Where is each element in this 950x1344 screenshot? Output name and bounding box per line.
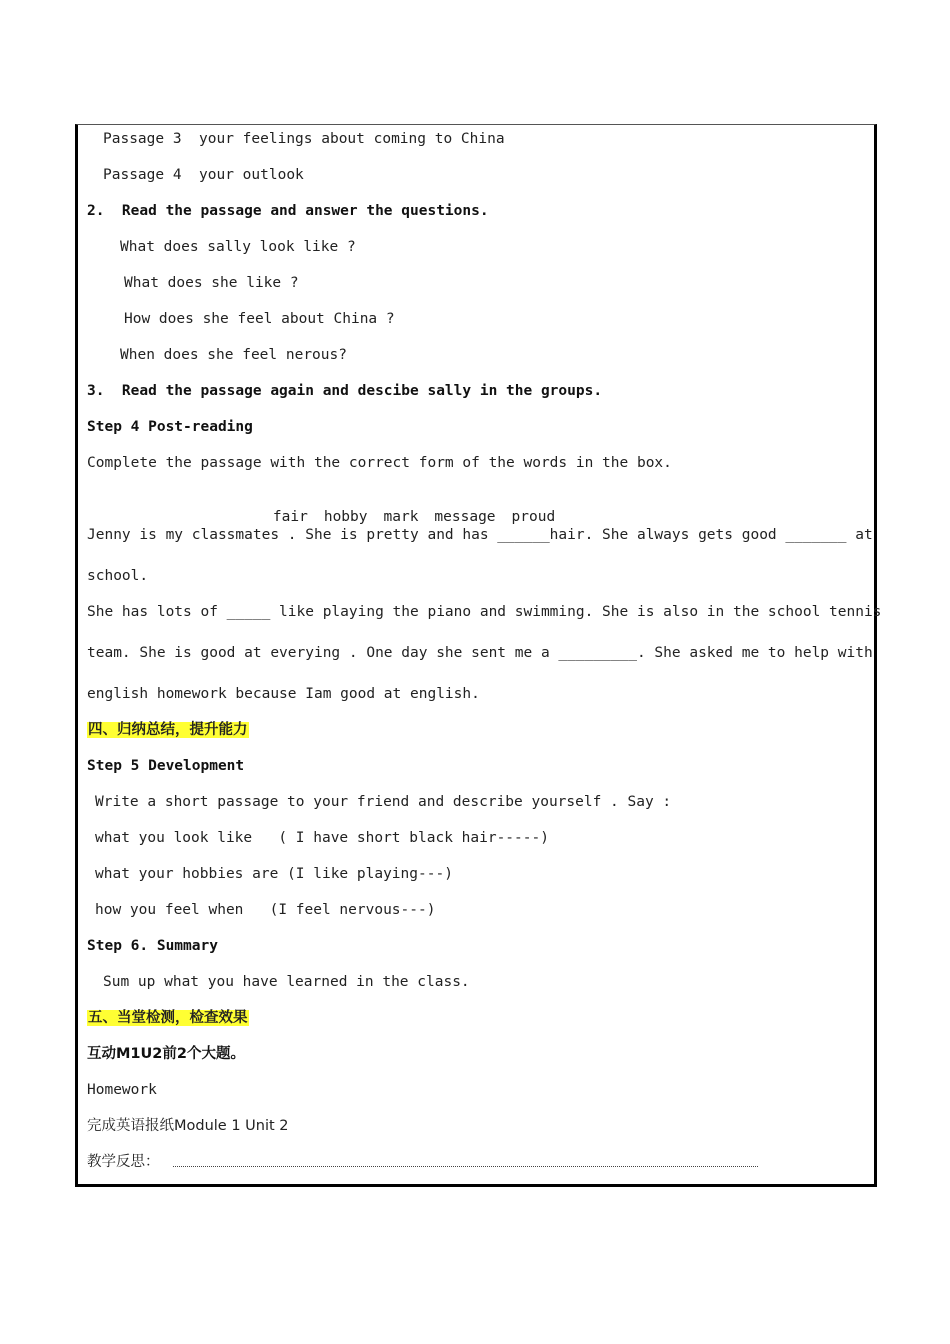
question-2: What does she like ? bbox=[124, 275, 299, 291]
lesson-table-cell bbox=[75, 124, 882, 1187]
passage-text-line: team. She is good at everying . One day she sent me a _________. She asked me to help with bbox=[87, 645, 873, 661]
section-4-label: 四、归纳总结，提升能力 bbox=[88, 722, 248, 738]
homework-task: 完成英语报纸Module 1 Unit 2 bbox=[87, 1118, 289, 1134]
question-1: What does sally look like ? bbox=[120, 239, 356, 255]
complete-instruction: Complete the passage with the correct form of the words in the box. bbox=[87, 455, 672, 471]
passage-text-line: Jenny is my classmates . She is pretty and has ______hair. She always gets good _______ at bbox=[87, 527, 873, 543]
passage-3-line: Passage 3 your feelings about coming to China bbox=[103, 131, 505, 147]
summary-text: Sum up what you have learned in the class. bbox=[103, 974, 470, 990]
passage-text-line: school. bbox=[87, 568, 149, 584]
prompt-hobbies: what your hobbies are (I like playing---) bbox=[95, 866, 453, 882]
section-4-heading bbox=[87, 721, 249, 739]
reflection-label: 教学反思： bbox=[87, 1154, 160, 1170]
passage-text-line: She has lots of _____ like playing the piano and swimming. She is also in the school tennis bbox=[87, 604, 882, 620]
question-3: How does she feel about China ? bbox=[124, 311, 395, 327]
word-box-item: fair bbox=[272, 509, 308, 525]
prompt-look: what you look like ( I have short black hair-----) bbox=[95, 830, 549, 846]
task-3-heading: 3. Read the passage again and descibe sally in the groups. bbox=[87, 383, 603, 399]
passage-text-line: english homework because Iam good at english. bbox=[87, 686, 480, 702]
write-instruction: Write a short passage to your friend and describe yourself . Say : bbox=[95, 794, 672, 810]
section-5-label: 五、当堂检测，检查效果 bbox=[88, 1010, 248, 1026]
word-box-item: proud bbox=[511, 509, 556, 525]
question-4: When does she feel nerous? bbox=[120, 347, 347, 363]
step-6-heading: Step 6. Summary bbox=[87, 938, 218, 954]
word-box-item: message bbox=[434, 509, 496, 525]
reflection-blank-line bbox=[173, 1166, 758, 1167]
section-5-heading bbox=[87, 1009, 249, 1027]
interact-task: 互动M1U2前2个大题。 bbox=[87, 1046, 245, 1062]
step-4-heading: Step 4 Post-reading bbox=[87, 419, 253, 435]
word-box-item: hobby bbox=[323, 509, 368, 525]
step-5-heading: Step 5 Development bbox=[87, 758, 245, 774]
prompt-feel: how you feel when (I feel nervous---) bbox=[95, 902, 436, 918]
word-box-item: mark bbox=[383, 509, 419, 525]
homework-label: Homework bbox=[87, 1082, 157, 1098]
passage-4-line: Passage 4 your outlook bbox=[103, 167, 304, 183]
task-2-heading: 2. Read the passage and answer the questions. bbox=[87, 203, 489, 219]
